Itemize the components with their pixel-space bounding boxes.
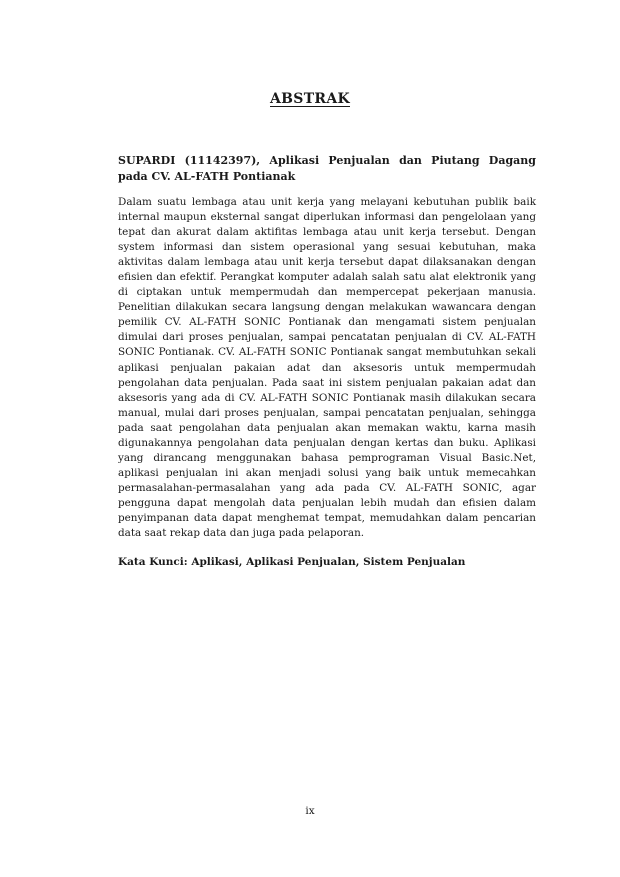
document-title: ABSTRAK	[270, 91, 350, 107]
keywords-line: Kata Kunci: Aplikasi, Aplikasi Penjualan, Sistem Penjualan	[118, 556, 466, 568]
page-number: ix	[305, 805, 315, 817]
author-title-heading: SUPARDI (11142397), Aplikasi Penjualan dan Piutang Dagang pada CV. AL-FATH Pontianak	[118, 154, 536, 183]
abstract-paragraph: Dalam suatu lembaga atau unit kerja yang melayani kebutuhan publik baik internal maupun eksternal sangat diperlukan informasi dan pengelolaan yang tepat dan akurat dalam aktifitas lembaga atau unit kerja tersebut. Dengan system informasi dan sistem operasional yang sesuai kebutuhan, maka aktivitas dalam lembaga atau unit kerja tersebut dapat dilaksanakan dengan efisien dan efektif. Perangkat komputer adalah salah satu alat elektronik yang di ciptakan untuk mempermudah dan mempercepat pekerjaan manusia. Penelitian dilakukan secara langsung dengan melakukan wawancara dengan pemilik CV. AL-FATH SONIC Pontianak dan mengamati sistem penjualan dimulai dari proses penjualan, sampai pencatatan penjualan di CV. AL-FATH SONIC Pontianak. CV. AL-FATH SONIC Pontianak sangat membutuhkan sekali aplikasi penjualan pakaian adat dan aksesoris untuk mempermudah pengolahan data penjualan. Pada saat ini sistem penjualan pakaian adat dan aksesoris yang ada di CV. AL-FATH SONIC Pontianak masih dilakukan secara manual, mulai dari proses penjualan, sampai pencatatan penjualan, sehingga pada saat pengolahan data penjualan akan memakan waktu, karna masih digunakannya pengolahan data penjualan dengan kertas dan buku. Aplikasi yang dirancang menggunakan bahasa pemprograman Visual Basic.Net, aplikasi penjualan ini akan menjadi solusi yang baik untuk memecahkan permasalahan-permasalahan yang ada pada CV. AL-FATH SONIC, agar pengguna dapat mengolah data penjualan lebih mudah dan efisien dalam penyimpanan data dapat menghemat tempat, memudahkan dalam pencarian data saat rekap data dan juga pada pelaporan.	[118, 196, 536, 540]
